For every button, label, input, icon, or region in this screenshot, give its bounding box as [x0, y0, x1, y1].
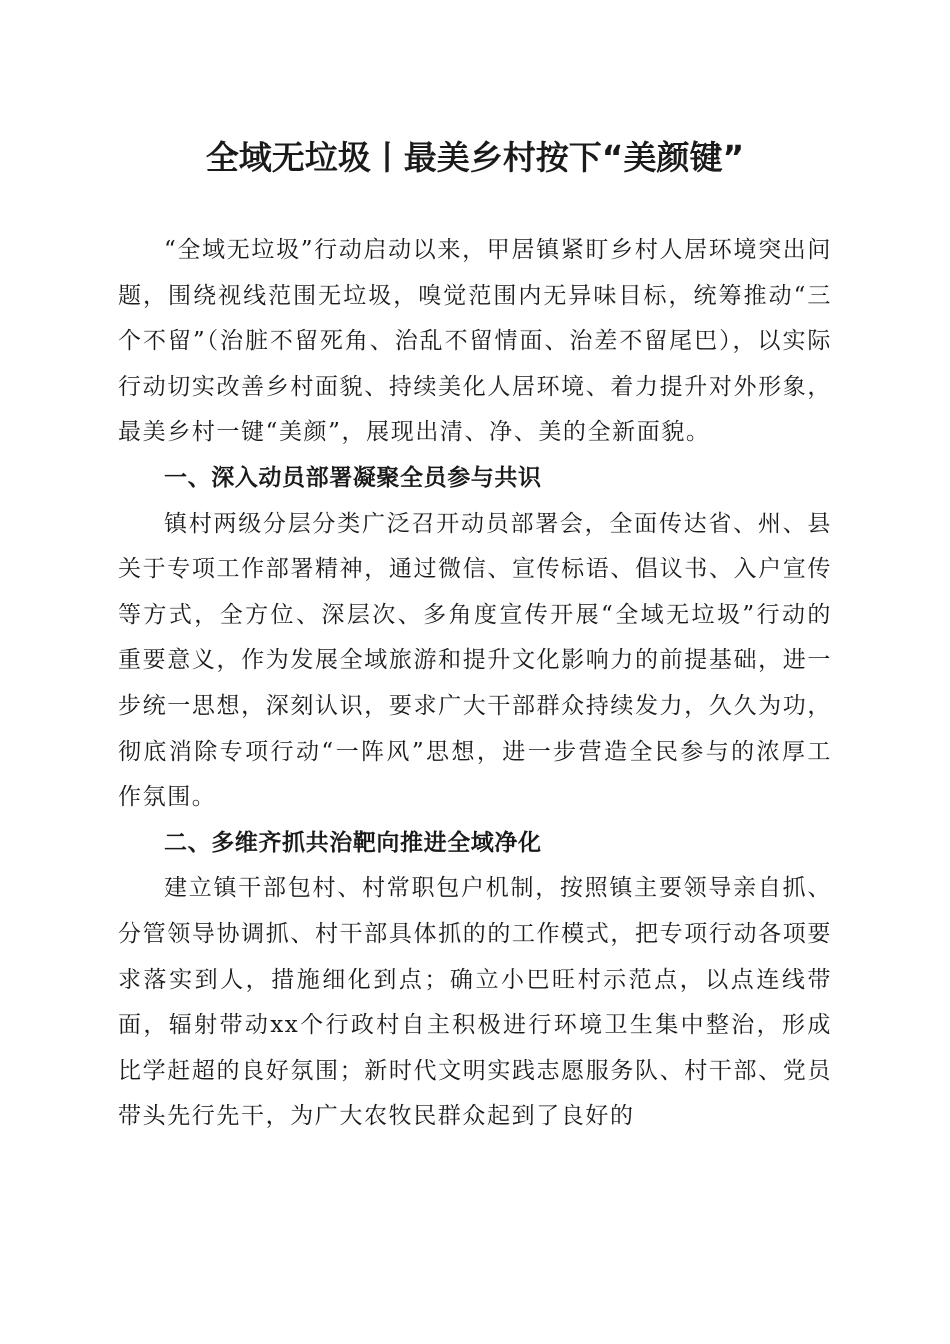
- section-heading-2: 二、多维齐抓共治靶向推进全域净化: [164, 829, 542, 856]
- intro-paragraph: “全域无垃圾”行动启动以来，甲居镇紧盯乡村人居环境突出问题，围绕视线范围无垃圾，嗅觉范围内无异味目标，统筹推动“三个不留”（治脏不留死角、治乱不留情面、治差不留尾巴），以实际行动切实改善乡村面貌、持续美化人居环境、着力提升对外形象，最美乡村一键“美颜”，展现出清、净、美的全新面貌。: [118, 237, 832, 446]
- section-paragraph-1: 镇村两级分层分类广泛召开动员部署会，全面传达省、州、县关于专项工作部署精神，通过微信、宣传标语、倡议书、入户宣传等方式，全方位、深层次、多角度宣传开展“全域无垃圾”行动的重要意义，作为发展全域旅游和提升文化影响力的前提基础，进一步统一思想，深刻认识，要求广大干部群众持续发力，久久为功，彻底消除专项行动“一阵风”思想，进一步营造全民参与的浓厚工作氛围。: [118, 510, 832, 811]
- document-body: [118, 228, 832, 1140]
- document-title: 全域无垃圾丨最美乡村按下“美颜键”: [205, 138, 745, 177]
- section-paragraph-2: 建立镇干部包村、村常职包户机制，按照镇主要领导亲自抓、分管领导协调抓、村干部具体抓的的工作模式，把专项行动各项要求落实到人，措施细化到点；确立小巴旺村示范点，以点连线带面，辐射带动xx个行政村自主积极进行环境卫生集中整治，形成比学赶超的良好氛围；新时代文明实践志愿服务队、村干部、党员带头先行先干，为广大农牧民群众起到了良好的: [118, 875, 832, 1130]
- section-heading-1: 一、深入动员部署凝聚全员参与共识: [164, 464, 542, 491]
